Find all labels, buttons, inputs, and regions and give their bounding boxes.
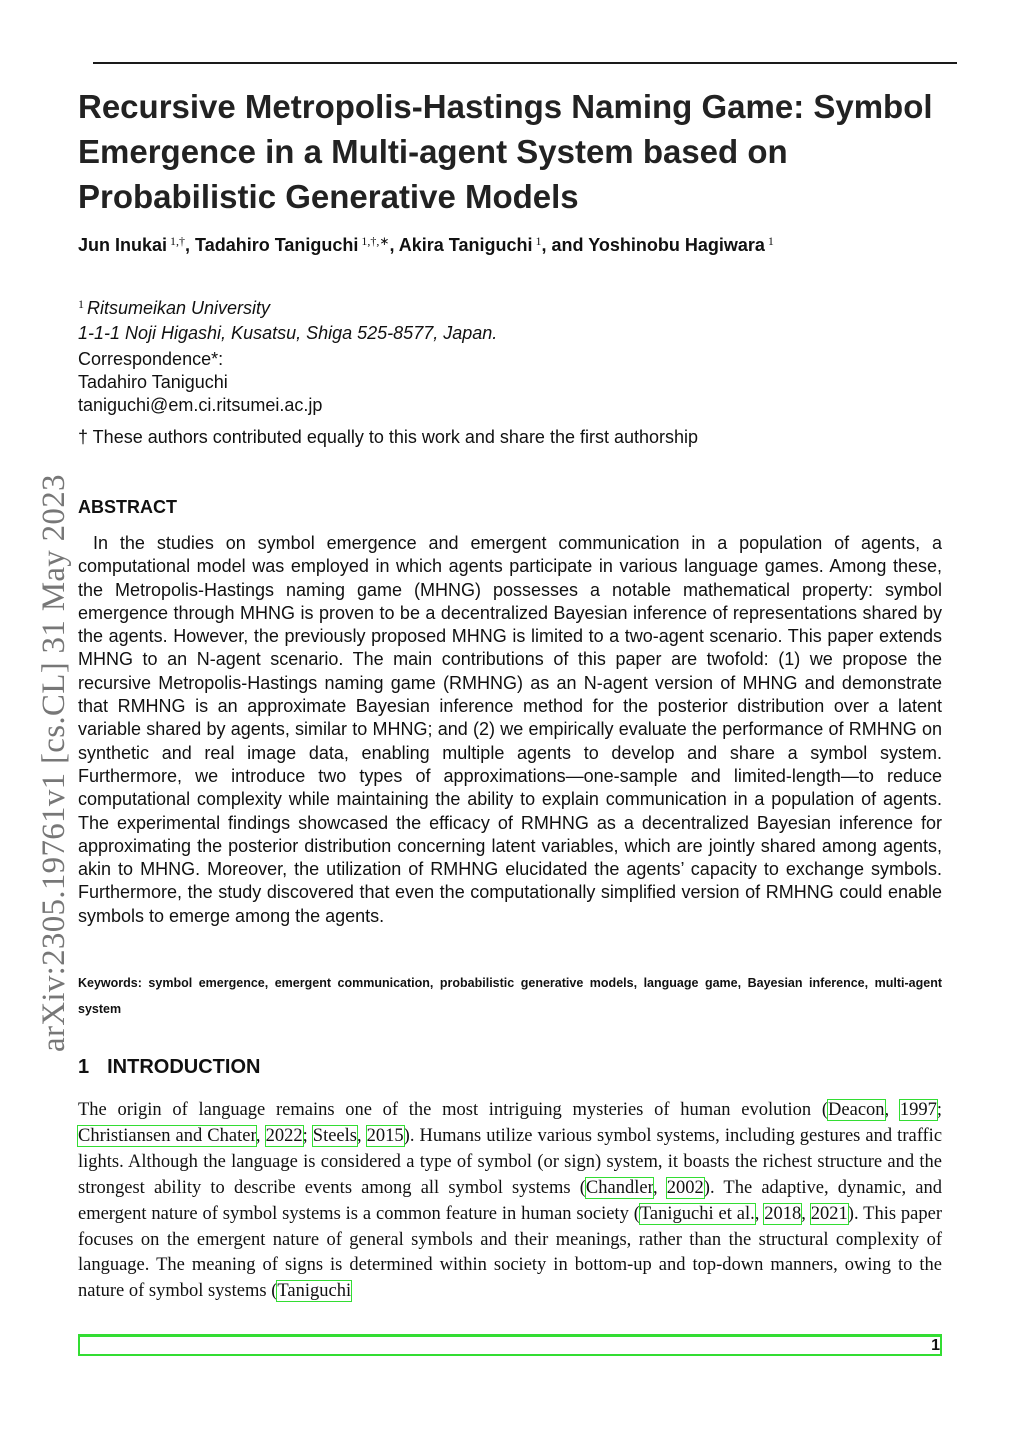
correspondence-email: taniguchi@em.ci.ritsumei.ac.jp: [78, 395, 323, 415]
affiliation: [78, 292, 497, 346]
citation-link[interactable]: 2015: [366, 1125, 404, 1146]
arxiv-identifier: arXiv:2305.19761v1 [cs.CL] 31 May 2023: [36, 474, 72, 1052]
intro-text: The origin of language remains one of the most intriguing mysteries of human evolution (: [78, 1100, 829, 1120]
intro-text: ). The adaptive, dynamic, and emergent nature of symbol systems is a common feature in human society (: [78, 1177, 942, 1224]
author-marks: 1: [767, 234, 774, 248]
citation-link[interactable]: 2021: [810, 1203, 848, 1224]
author-marks: 1: [535, 234, 542, 248]
citation-link[interactable]: Deacon: [828, 1100, 885, 1120]
abstract-heading: ABSTRACT: [78, 497, 177, 517]
intro-text: ). Humans utilize various symbol systems, including gestures and traffic lights. Although the language is considered a type of symbol (or sign) system, it boasts the richest structure and the strongest ability to describe events among all symbol systems (: [78, 1125, 943, 1198]
page-number: 1: [931, 1337, 940, 1354]
section-title: INTRODUCTION: [107, 1056, 261, 1078]
introduction-paragraph: The origin of language remains one of the most intriguing mysteries of human evolution (Deacon, 1997; Christiansen and Chater, 2022; Steels, 2015). Humans utilize various symbol systems, including gestures and traffic lights. Although the language is considered a type of symbol (or sign) system, it boasts the richest structure and the strongest ability to describe events among all symbol systems (Chandler, 2002). The adaptive, dynamic, and emergent nature of symbol systems is a common feature in human society (Taniguchi et al., 2018, 2021). This paper focuses on the emergent nature of general symbols and their meanings, rather than the structural complexity of language. The meaning of signs is determined within society in bottom-up and top-down manners, owing to the nature of symbol systems (Taniguchi: [78, 1100, 943, 1302]
citation-link[interactable]: Chandler: [585, 1177, 653, 1198]
citation-link[interactable]: 2022: [265, 1125, 303, 1146]
affiliation-mark: 1: [78, 297, 84, 311]
intro-text: ). This paper focuses on the emergent nature of general symbols and their meanings, rather than the structural complexity of language. The meaning of signs is determined within society in bottom-up and top-down manners, owing to the nature of symbol systems (: [78, 1203, 943, 1302]
citation-link[interactable]: Taniguchi: [277, 1281, 352, 1302]
top-rule: [93, 62, 957, 64]
citation-link[interactable]: Christiansen and Chater: [78, 1125, 256, 1146]
abstract-text: In the studies on symbol emergence and emergent communication in a population of agents, a computational model was employed in which agents participate in various language games. Among these, the Metropolis-Hastings naming game (MHNG) possesses a notable mathematical property: symbol emergence through MHNG is proven to be a decentralized Bayesian inference of representations shared by the agents. However, the previously proposed MHNG is limited to a two-agent scenario. This paper extends MHNG to an N-agent scenario. The main contributions of this paper are twofold: (1) we propose the recursive Metropolis-Hastings naming game (RMHNG) as an N-agent version of MHNG and demonstrate that RMHNG is an approximate Bayesian inference method for the posterior distribution over a latent variable shared by agents, similar to MHNG; and (2) we empirically evaluate the performance of RMHNG on synthetic and real image data, enabling multiple agents to develop and share a symbol system. Furthermore, we introduce two types of approximations—one-sample and limited-length—to reduce computational complexity while maintaining the ability to explain communication in a population of agents. The experimental findings showcased the efficacy of RMHNG as a decentralized Bayesian inference for approximating the posterior distribution concerning latent variables, which are jointly shared among agents, akin to MHNG. Moreover, the utilization of RMHNG elucidated the agents’ capacity to exchange symbols. Furthermore, the study discovered that even the computationally simplified version of RMHNG could enable symbols to emerge among the agents.: [78, 533, 942, 926]
author-and: and: [551, 235, 584, 255]
footnote-link-box[interactable]: [78, 1334, 942, 1356]
affiliation-address: 1-1-1 Noji Higashi, Kusatsu, Shiga 525-8577, Japan.: [78, 323, 498, 343]
citation-link[interactable]: Steels: [312, 1125, 357, 1146]
citation-link[interactable]: Taniguchi et al.: [639, 1203, 755, 1224]
author-name: Jun Inukai: [78, 235, 168, 255]
section-heading-introduction: [78, 1056, 260, 1079]
citation-link[interactable]: 1997: [899, 1100, 937, 1120]
correspondence-name: Tadahiro Taniguchi: [78, 372, 228, 392]
author-name: Tadahiro Taniguchi: [195, 235, 359, 255]
author-name: Akira Taniguchi: [398, 235, 533, 255]
keywords: Keywords: symbol emergence, emergent communication, probabilistic generative models, language game, Bayesian inference, multi-agent system: [78, 976, 942, 1016]
correspondence-label: Correspondence*:: [78, 349, 224, 369]
author-marks: 1,†,∗: [361, 234, 390, 248]
author-list: Jun Inukai $^{1,\dagger}$, Tadahiro Taniguchi $^{1,\dagger,∗}$, Akira Taniguchi $^1$, and Yoshinobu Hagiwara $^1$: [78, 234, 774, 255]
citation-link[interactable]: 2018: [764, 1203, 802, 1224]
affiliation-institution: Ritsumeikan University: [87, 298, 271, 318]
author-name: Yoshinobu Hagiwara: [588, 235, 765, 255]
author-marks: 1,†: [170, 234, 186, 248]
citation-link[interactable]: 2002: [666, 1177, 704, 1198]
correspondence: [78, 348, 322, 417]
equal-contribution-note: † These authors contributed equally to this work and share the first authorship: [78, 427, 699, 447]
paper-title: Recursive Metropolis-Hastings Naming Game: Symbol Emergence in a Multi-agent System based on Probabilistic Generative Models: [78, 88, 933, 215]
section-number: 1: [78, 1056, 90, 1078]
